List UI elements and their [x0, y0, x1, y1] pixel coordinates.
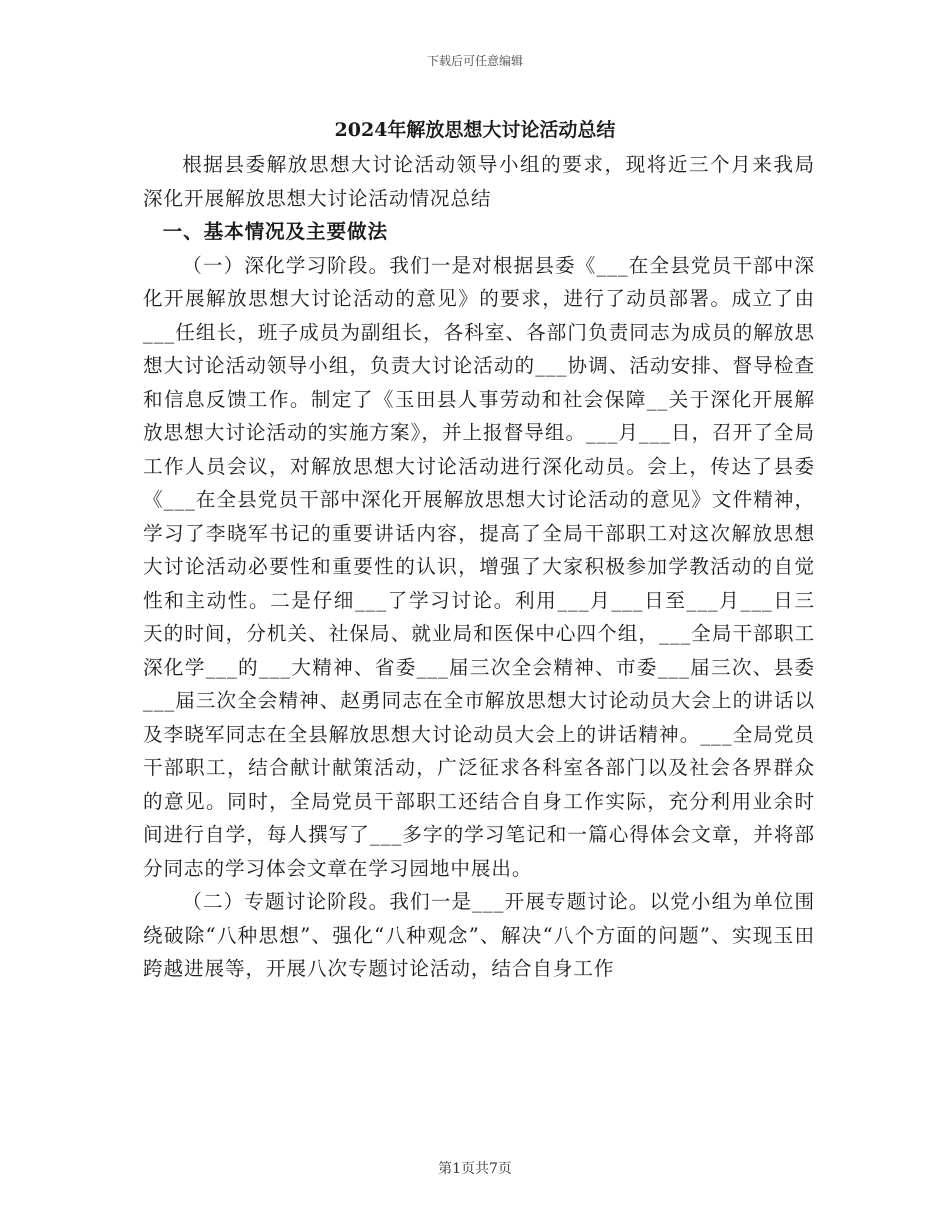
document-body	[143, 148, 815, 986]
page-number: 第1页共7页	[438, 1161, 512, 1177]
intro-paragraph: 根据县委解放思想大讨论活动领导小组的要求，现将近三个月来我局深化开展解放思想大讨论活动情况总结	[143, 153, 815, 210]
section-heading: 一、基本情况及主要做法	[162, 220, 389, 243]
document-title: 2024年解放思想大讨论活动总结	[334, 119, 616, 141]
paragraph-study-stage: （一）深化学习阶段。我们一是对根据县委《___在全县党员干部中深化开展解放思想大讨论活动的意见》的要求，进行了动员部署。成立了由___任组长，班子成员为副组长，各科室、各部门负责同志为成员的解放思想大讨论活动领导小组，负责大讨论活动的___协调、活动安排、督导检查和信息反馈工作。制定了《玉田县人事劳动和社会保障__关于深化开展解放思想大讨论活动的实施方案》，并上报督导组。___月___日，召开了全局工作人员会议，对解放思想大讨论活动进行深化动员。会上，传达了县委《___在全县党员干部中深化开展解放思想大讨论活动的意见》文件精神，学习了李晓军书记的重要讲话内容，提高了全局干部职工对这次解放思想大讨论活动必要性和重要性的认识，增强了大家积极参加学教活动的自觉性和主动性。二是仔细___了学习讨论。利用___月___日至___月___日三天的时间，分机关、社保局、就业局和医保中心四个组，___全局干部职工深化学___的___大精神、省委___届三次全会精神、市委___届三次、县委___届三次全会精神、赵勇同志在全市解放思想大讨论动员大会上的讲话以及李晓军同志在全县解放思想大讨论动员大会上的讲话精神。___全局党员干部职工，结合献计献策活动，广泛征求各科室各部门以及社会各界群众的意见。同时，全局党员干部职工还结合自身工作实际，充分利用业余时间进行自学，每人撰写了___多字的学习笔记和一篇心得体会文章，并将部分同志的学习体会文章在学习园地中展出。	[143, 253, 815, 880]
paragraph-discussion-stage: （二）专题讨论阶段。我们一是___开展专题讨论。以党小组为单位围绕破除“八种思想”、强化“八种观念”、解决“八个方面的问题”、实现玉田跨越进展等，开展八次专题讨论活动，结合自身工作	[143, 890, 815, 980]
page-header-note: 下载后可任意编辑	[426, 54, 523, 68]
